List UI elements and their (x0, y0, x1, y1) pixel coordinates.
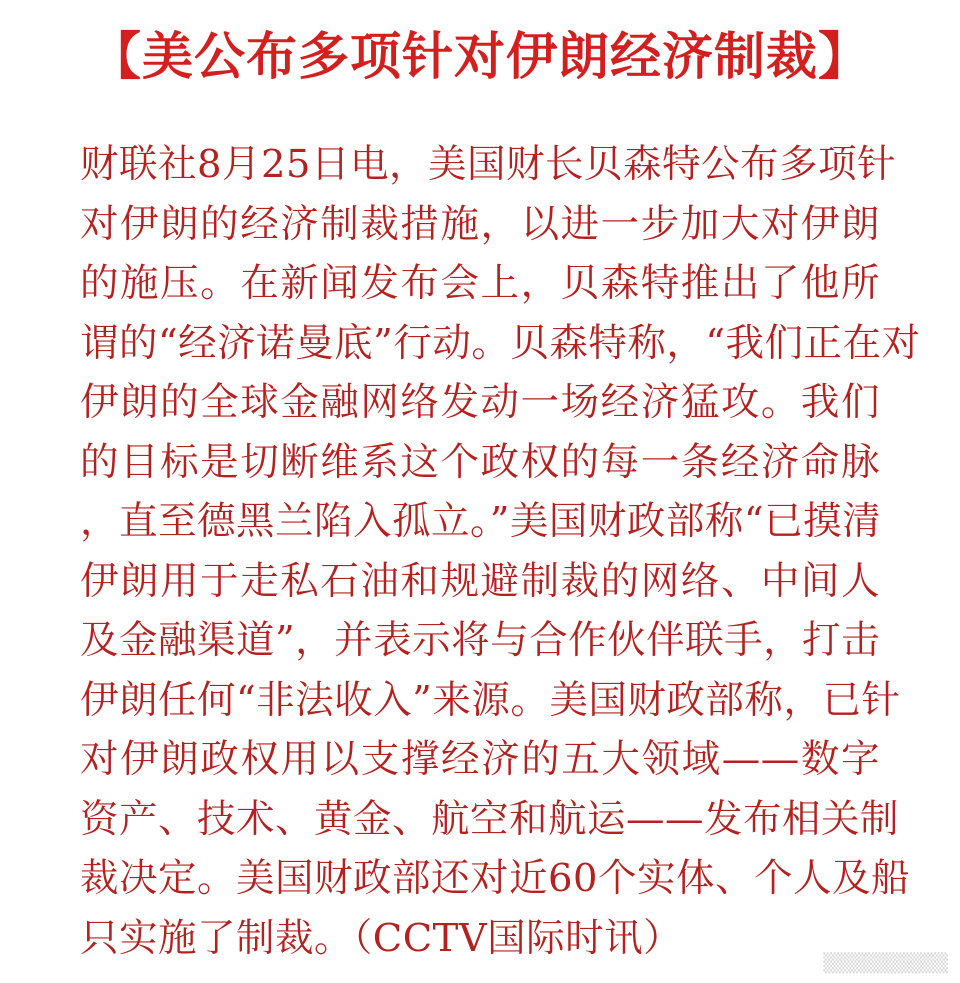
article-line-source: 只实施了制裁。（CCTV国际时讯） (80, 915, 683, 961)
article-line: 的目标是切断维系这个政权的每一条经济命脉 (80, 439, 880, 485)
watermark: ▒▒▒▒▒▒▒▒▒ (823, 953, 948, 974)
article-line: 资产、技术、黄金、航空和航运——发布相关制 (80, 796, 900, 842)
article-line: 伊朗的全球金融网络发动一场经济猛攻。我们 (80, 380, 880, 425)
article-line: 对伊朗政权用以支撑经济的五大领域——数字 (80, 737, 880, 782)
article-line: 伊朗用于走私石油和规避制裁的网络、中间人 (80, 558, 880, 604)
article-body (80, 135, 921, 968)
article-line: 裁决定。美国财政部还对近60个实体、个人及船 (80, 856, 910, 901)
article-line: ，直至德黑兰陷入孤立。”美国财政部称“已摸清 (80, 499, 882, 544)
headline: 【美公布多项针对伊朗经济制裁】 (89, 27, 870, 87)
article-line: 对伊朗的经济制裁措施，以进一步加大对伊朗 (80, 201, 880, 247)
article-line: 的施压。在新闻发布会上，贝森特推出了他所 (80, 261, 880, 306)
article-line: 谓的“经济诺曼底”行动。贝森特称，“我们正在对 (80, 320, 921, 366)
article-line: 及金融渠道”，并表示将与合作伙伴联手，打击 (80, 618, 881, 663)
article-line: 财联社8月25日电，美国财长贝森特公布多项针 (80, 142, 896, 187)
article-line: 伊朗任何“非法收入”来源。美国财政部称，已针 (80, 677, 901, 723)
